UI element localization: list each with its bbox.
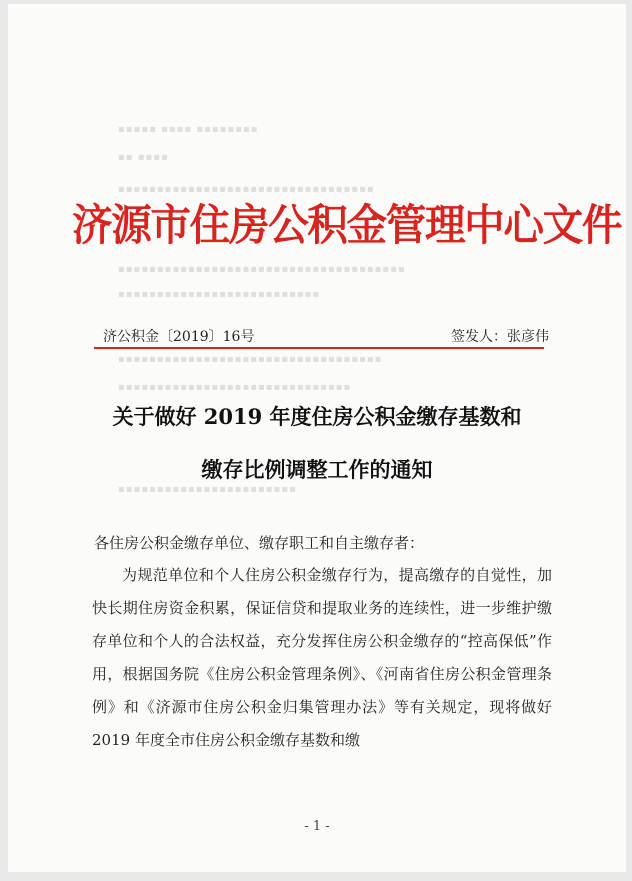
bleed-through-text: ▪▪▪▪▪▪▪▪▪▪▪▪▪▪▪▪▪▪▪▪▪▪▪▪▪▪▪▪▪▪▪▪▪▪▪▪▪	[118, 264, 406, 275]
bleed-through-text: ▪▪▪▪▪▪▪▪▪▪▪▪▪▪▪▪▪▪▪▪▪▪▪▪▪▪	[118, 289, 321, 300]
bleed-through-text: ▪▪▪▪▪ ▪▪▪▪ ▪▪▪▪▪▪▪▪	[118, 124, 259, 135]
red-divider-line	[94, 347, 544, 349]
bleed-through-text: ▪▪ ▪▪▪▪	[118, 152, 169, 163]
body-paragraph: 为规范单位和个人住房公积金缴存行为，提高缴存的自觉性，加快长期住房资金积累，保证信贷和提取业务的连续性，进一步维护缴存单位和个人的合法权益，充分发挥住房公积金缴存的“控高保低”作用，根据国务院《住房公积金管理条例》、《河南省住房公积金管理条例》和《济源市住房公积金归集管理办法》等有关规定，现将做好 2019 年度全市住房公积金缴存基数和缴	[92, 566, 552, 749]
notice-title-line-1: 关于做好 2019 年度住房公积金缴存基数和	[112, 404, 522, 429]
document-number: 济公积金〔2019〕16号	[103, 329, 255, 345]
document-page	[8, 4, 626, 872]
signer: 签发人：张彦伟	[451, 329, 549, 345]
notice-title-line-2: 缴存比例调整工作的通知	[201, 457, 433, 482]
salutation: 各住房公积金缴存单位、缴存职工和自主缴存者：	[94, 534, 425, 552]
bleed-through-text: ▪▪▪▪▪▪▪▪▪▪▪▪▪▪▪▪▪▪▪▪▪▪▪▪▪▪▪▪▪▪▪▪▪	[118, 184, 375, 195]
bleed-through-text: ▪▪▪▪▪▪▪▪▪▪▪▪▪▪▪▪▪▪▪▪▪▪▪▪▪▪▪▪▪▪	[118, 382, 352, 393]
issuing-authority-title: 济源市住房公积金管理中心文件	[72, 201, 622, 251]
bleed-through-text: ▪▪▪▪▪▪▪▪▪▪▪▪▪▪▪▪▪▪▪▪▪▪▪	[118, 484, 297, 495]
page-number: - 1 -	[304, 819, 330, 834]
bleed-through-text: ▪▪▪▪▪▪▪▪▪▪▪▪▪▪▪▪▪▪▪▪▪▪▪▪▪▪▪▪▪▪▪▪▪▪	[118, 354, 383, 365]
